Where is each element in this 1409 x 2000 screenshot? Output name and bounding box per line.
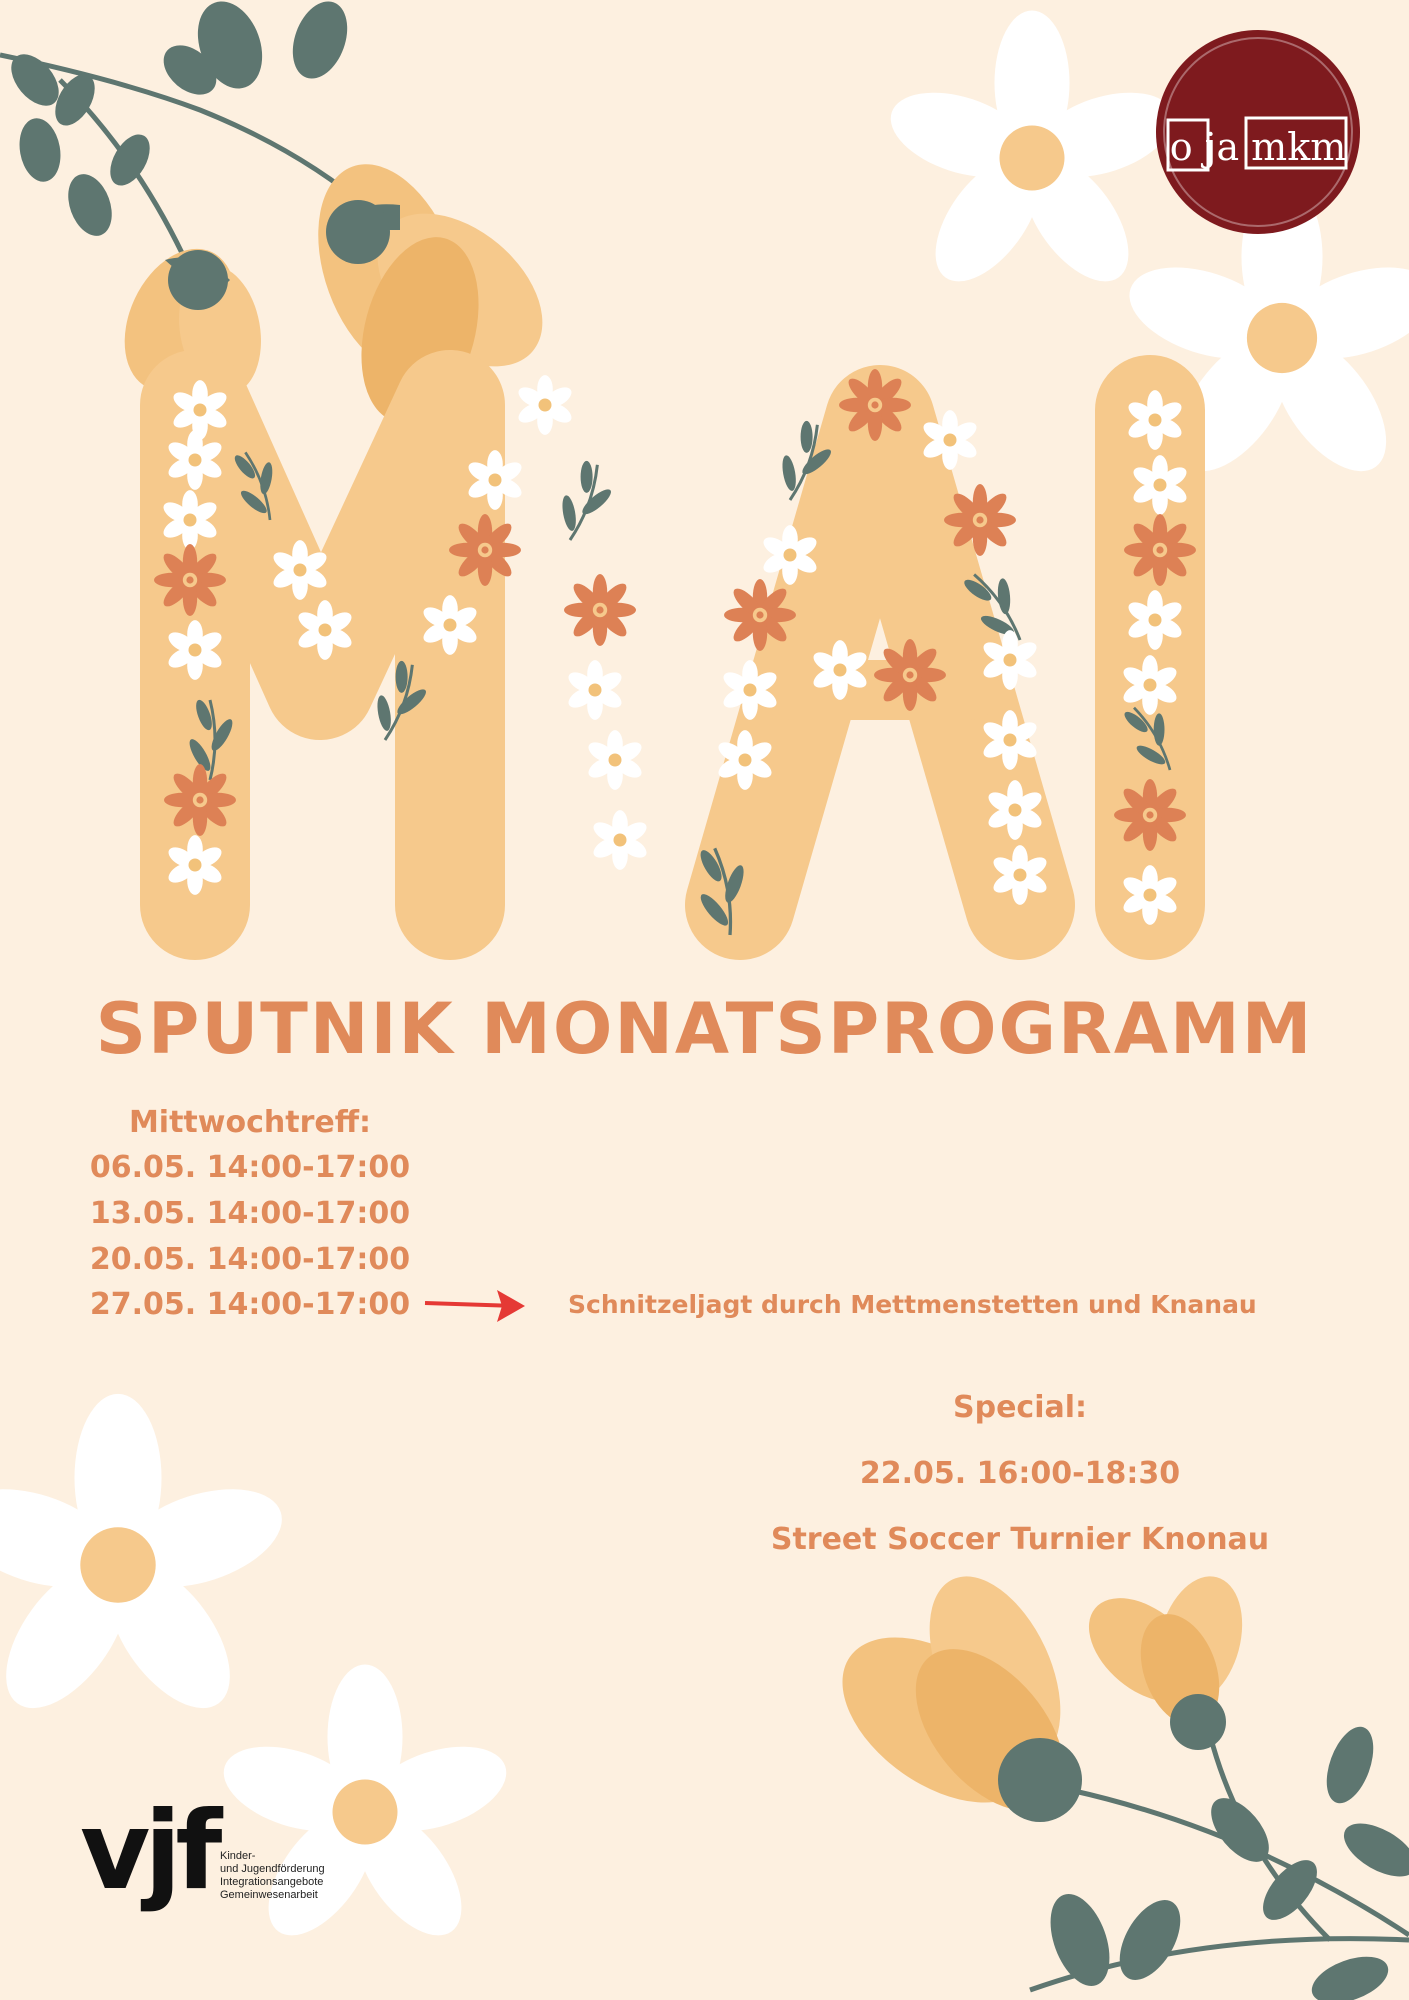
- logo-line: Gemeinwesenarbeit: [220, 1889, 318, 1901]
- vjf-logo: [80, 1788, 380, 1918]
- arrow-icon: [425, 1290, 525, 1322]
- logo-line: Integrationsangebote: [220, 1876, 324, 1888]
- top-left-branch: [0, 0, 370, 270]
- page-subtitle: SPUTNIK MONATSPROGRAMM: [95, 988, 1314, 1070]
- schedule-heading: Mittwochtreff:: [128, 1105, 372, 1140]
- special-block: [700, 1375, 1340, 1573]
- special-event: Street Soccer Turnier Knonau: [770, 1522, 1270, 1557]
- schedule-date: 13.05. 14:00-17:00: [89, 1196, 411, 1231]
- logo-subtext: [220, 1850, 325, 1902]
- schedule-date: 27.05. 14:00-17:00: [89, 1287, 411, 1322]
- stamp-logo: [1156, 30, 1360, 234]
- schedule-date: 20.05. 14:00-17:00: [89, 1242, 411, 1277]
- schedule-date: 06.05. 14:00-17:00: [89, 1150, 411, 1185]
- schedule-note: Schnitzeljagt durch Mettmenstetten und Knanau: [568, 1290, 1257, 1319]
- special-time: 22.05. 16:00-18:30: [859, 1456, 1181, 1491]
- special-heading: Special:: [952, 1390, 1088, 1425]
- stamp-text: o ja mkm: [1169, 125, 1347, 169]
- logo-line: Kinder-: [220, 1850, 256, 1862]
- bottom-right-flowers: [813, 1556, 1409, 2000]
- vjf-logo-text: vjf: [80, 1789, 217, 1914]
- logo-line: und Jugendförderung: [220, 1863, 325, 1875]
